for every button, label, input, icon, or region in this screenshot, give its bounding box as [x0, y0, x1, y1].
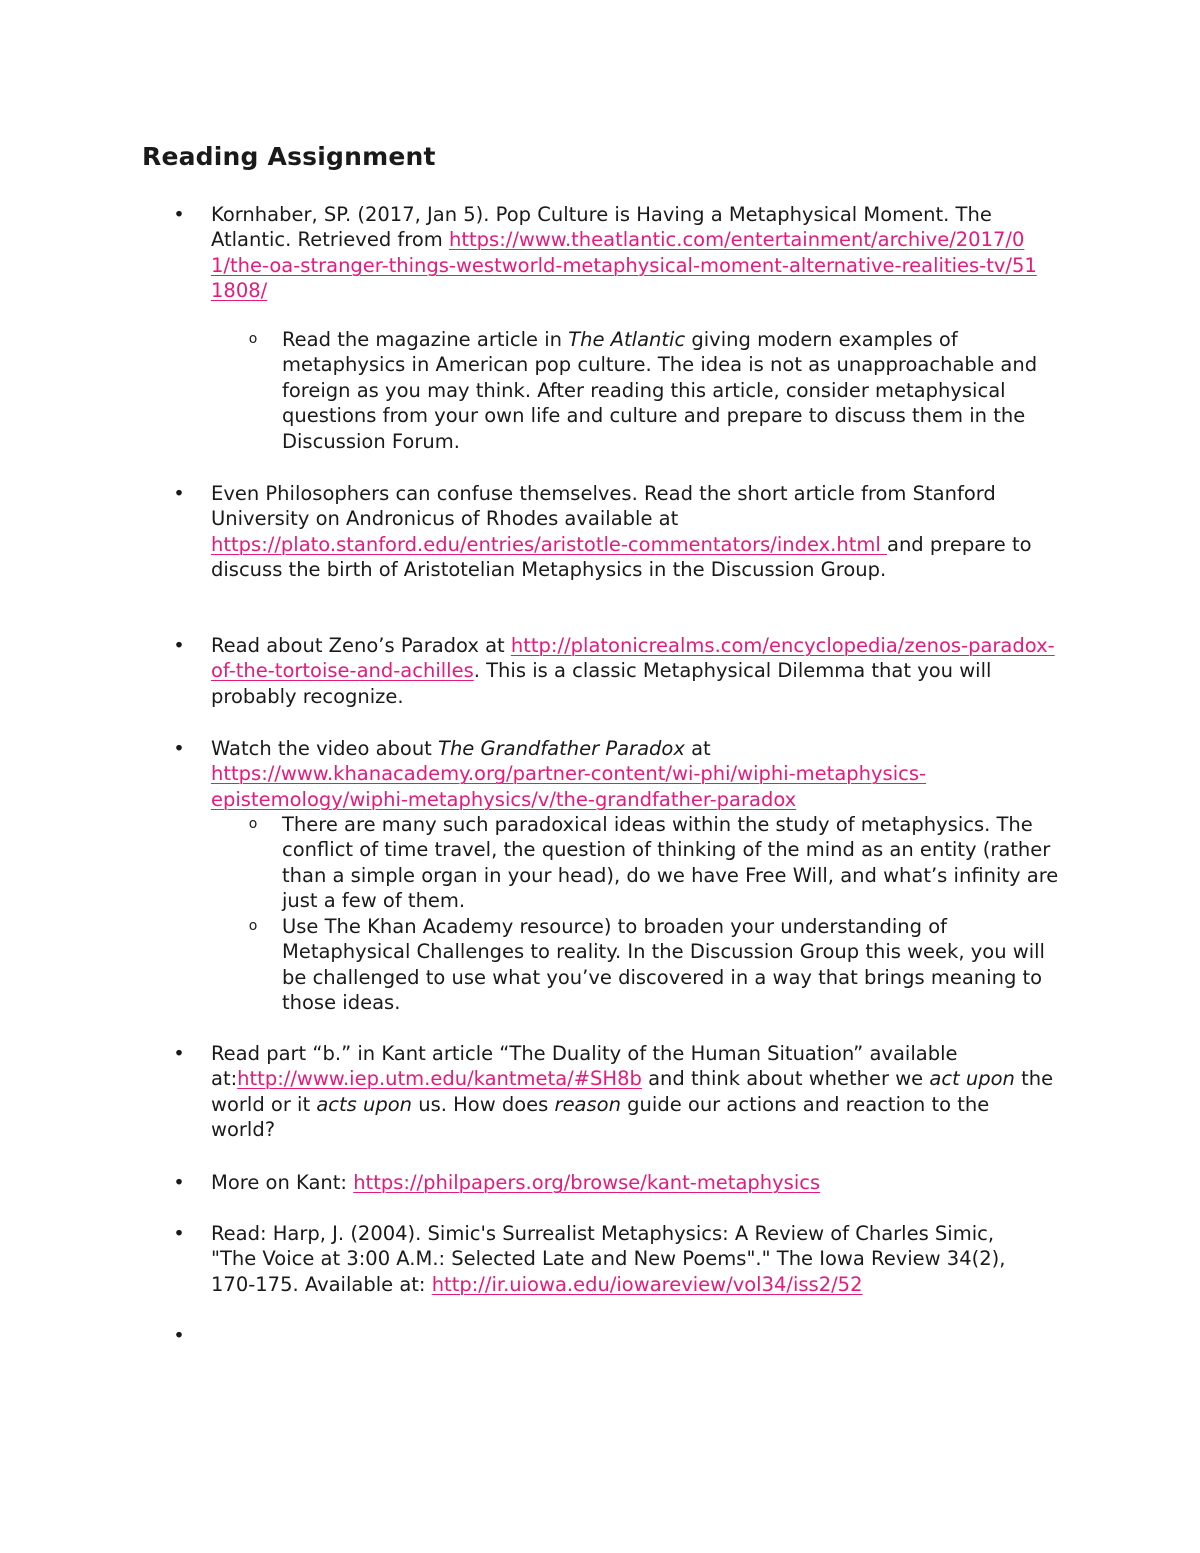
list-item-kant: [211, 1041, 1056, 1143]
bullet: [172, 202, 186, 227]
citation-text: Kornhaber, SP. (2017, Jan 5). Pop Culture is Having a Metaphysical Moment. The Atlantic. Retrieved from: [211, 203, 992, 252]
list-item-kornhaber: [211, 202, 1041, 304]
item-text: and think about whether we: [641, 1067, 930, 1091]
sub-item-khan: Use The Khan Academy resource) to broaden your understanding of Metaphysical Challenges to reality. In the Discussion Group this week, you will be challenged to use what you’ve discovered in a way that brings meaning to those ideas.: [282, 915, 1045, 1015]
emphasis: acts upon: [316, 1092, 413, 1116]
iep-kant-link[interactable]: http://www.iep.utm.edu/kantmeta/#SH8b: [237, 1067, 642, 1091]
sub-bullet: [246, 327, 260, 352]
emphasis: reason: [554, 1092, 621, 1116]
bullet: [172, 633, 186, 658]
empty-bullet: [172, 1323, 186, 1348]
stanford-link[interactable]: https://plato.stanford.edu/entries/aristotle-commentators/index.html: [211, 532, 887, 556]
bullet: [172, 1170, 186, 1195]
bullet: [172, 1041, 186, 1066]
item-text: Read part “b.” in Kant article “The Duality of the Human Situation” available at:: [211, 1042, 958, 1091]
list-item-kant-more: [211, 1170, 1061, 1195]
bullet: [172, 736, 186, 761]
publication-name: The Atlantic: [568, 328, 686, 351]
list-item-grandfather: [211, 736, 1056, 812]
item-text: and prepare to discuss the birth of Aristotelian Metaphysics in the Discussion Group.: [211, 532, 1032, 582]
item-text: us. How does: [412, 1092, 555, 1116]
list-item-stanford: [211, 481, 1056, 583]
item-text: Read about Zeno’s Paradox at: [211, 634, 511, 657]
philpapers-link[interactable]: https://philpapers.org/browse/kant-metaphysics: [353, 1171, 821, 1194]
emphasis: act upon: [929, 1067, 1015, 1091]
sub-item-atlantic: [282, 327, 1062, 454]
atlantic-article-link[interactable]: https://www.theatlantic.com/entertainment/archive/2017/01/the-oa-stranger-things-westworld-metaphysical-moment-alternative-realities-tv/511808/: [211, 228, 1037, 303]
sub-item-paradoxes: There are many such paradoxical ideas within the study of metaphysics. The conflict of time travel, the question of thinking of the mind as an entity (rather than a simple organ in your head), do we have Free Will, and what’s infinity are just a few of them.: [282, 813, 1059, 913]
sub-text: giving modern examples of metaphysics in American pop culture. The idea is not as unapproachable and foreign as you may think. After reading this article, consider metaphysical questions from your own life and culture and prepare to discuss them in the Discussion Forum.: [282, 328, 1038, 453]
item-text: guide our actions and reaction to the world?: [211, 1092, 990, 1142]
item-text: More on Kant:: [211, 1171, 354, 1194]
video-title: The Grandfather Paradox: [438, 737, 685, 760]
bullet: [172, 481, 186, 506]
sub-text: Read the magazine article in: [282, 328, 569, 351]
sub-bullet: [246, 812, 260, 837]
iowa-review-link[interactable]: http://ir.uiowa.edu/iowareview/vol34/iss2/52: [431, 1272, 863, 1296]
khan-academy-link[interactable]: https://www.khanacademy.org/partner-content/wi-phi/wiphi-metaphysics-epistemology/wiphi-metaphysics/v/the-grandfather-paradox: [211, 762, 927, 811]
list-item-zeno: [211, 633, 1056, 709]
item-text: Even Philosophers can confuse themselves. Read the short article from Stanford University on Andronicus of Rhodes available at: [211, 482, 996, 531]
item-text: at: [684, 737, 711, 760]
item-text: . This is a classic Metaphysical Dilemma that you will probably recognize.: [211, 659, 992, 708]
sub-bullet: [246, 914, 260, 939]
zeno-link[interactable]: http://platonicrealms.com/encyclopedia/zenos-paradox-of-the-tortoise-and-achilles: [211, 634, 1055, 683]
item-text: Read: Harp, J. (2004). Simic's Surrealist Metaphysics: A Review of Charles Simic, "The Voice at 3:00 A.M.: Selected Late and New Poems"." The Iowa Review 34(2), 170-175. Available at:: [211, 1222, 1006, 1296]
bullet: [172, 1221, 186, 1246]
list-item-harp: [211, 1221, 1031, 1297]
item-text: Watch the video about: [211, 737, 439, 760]
page-title: Reading Assignment: [142, 142, 436, 171]
item-text: the world or it: [211, 1067, 1054, 1116]
